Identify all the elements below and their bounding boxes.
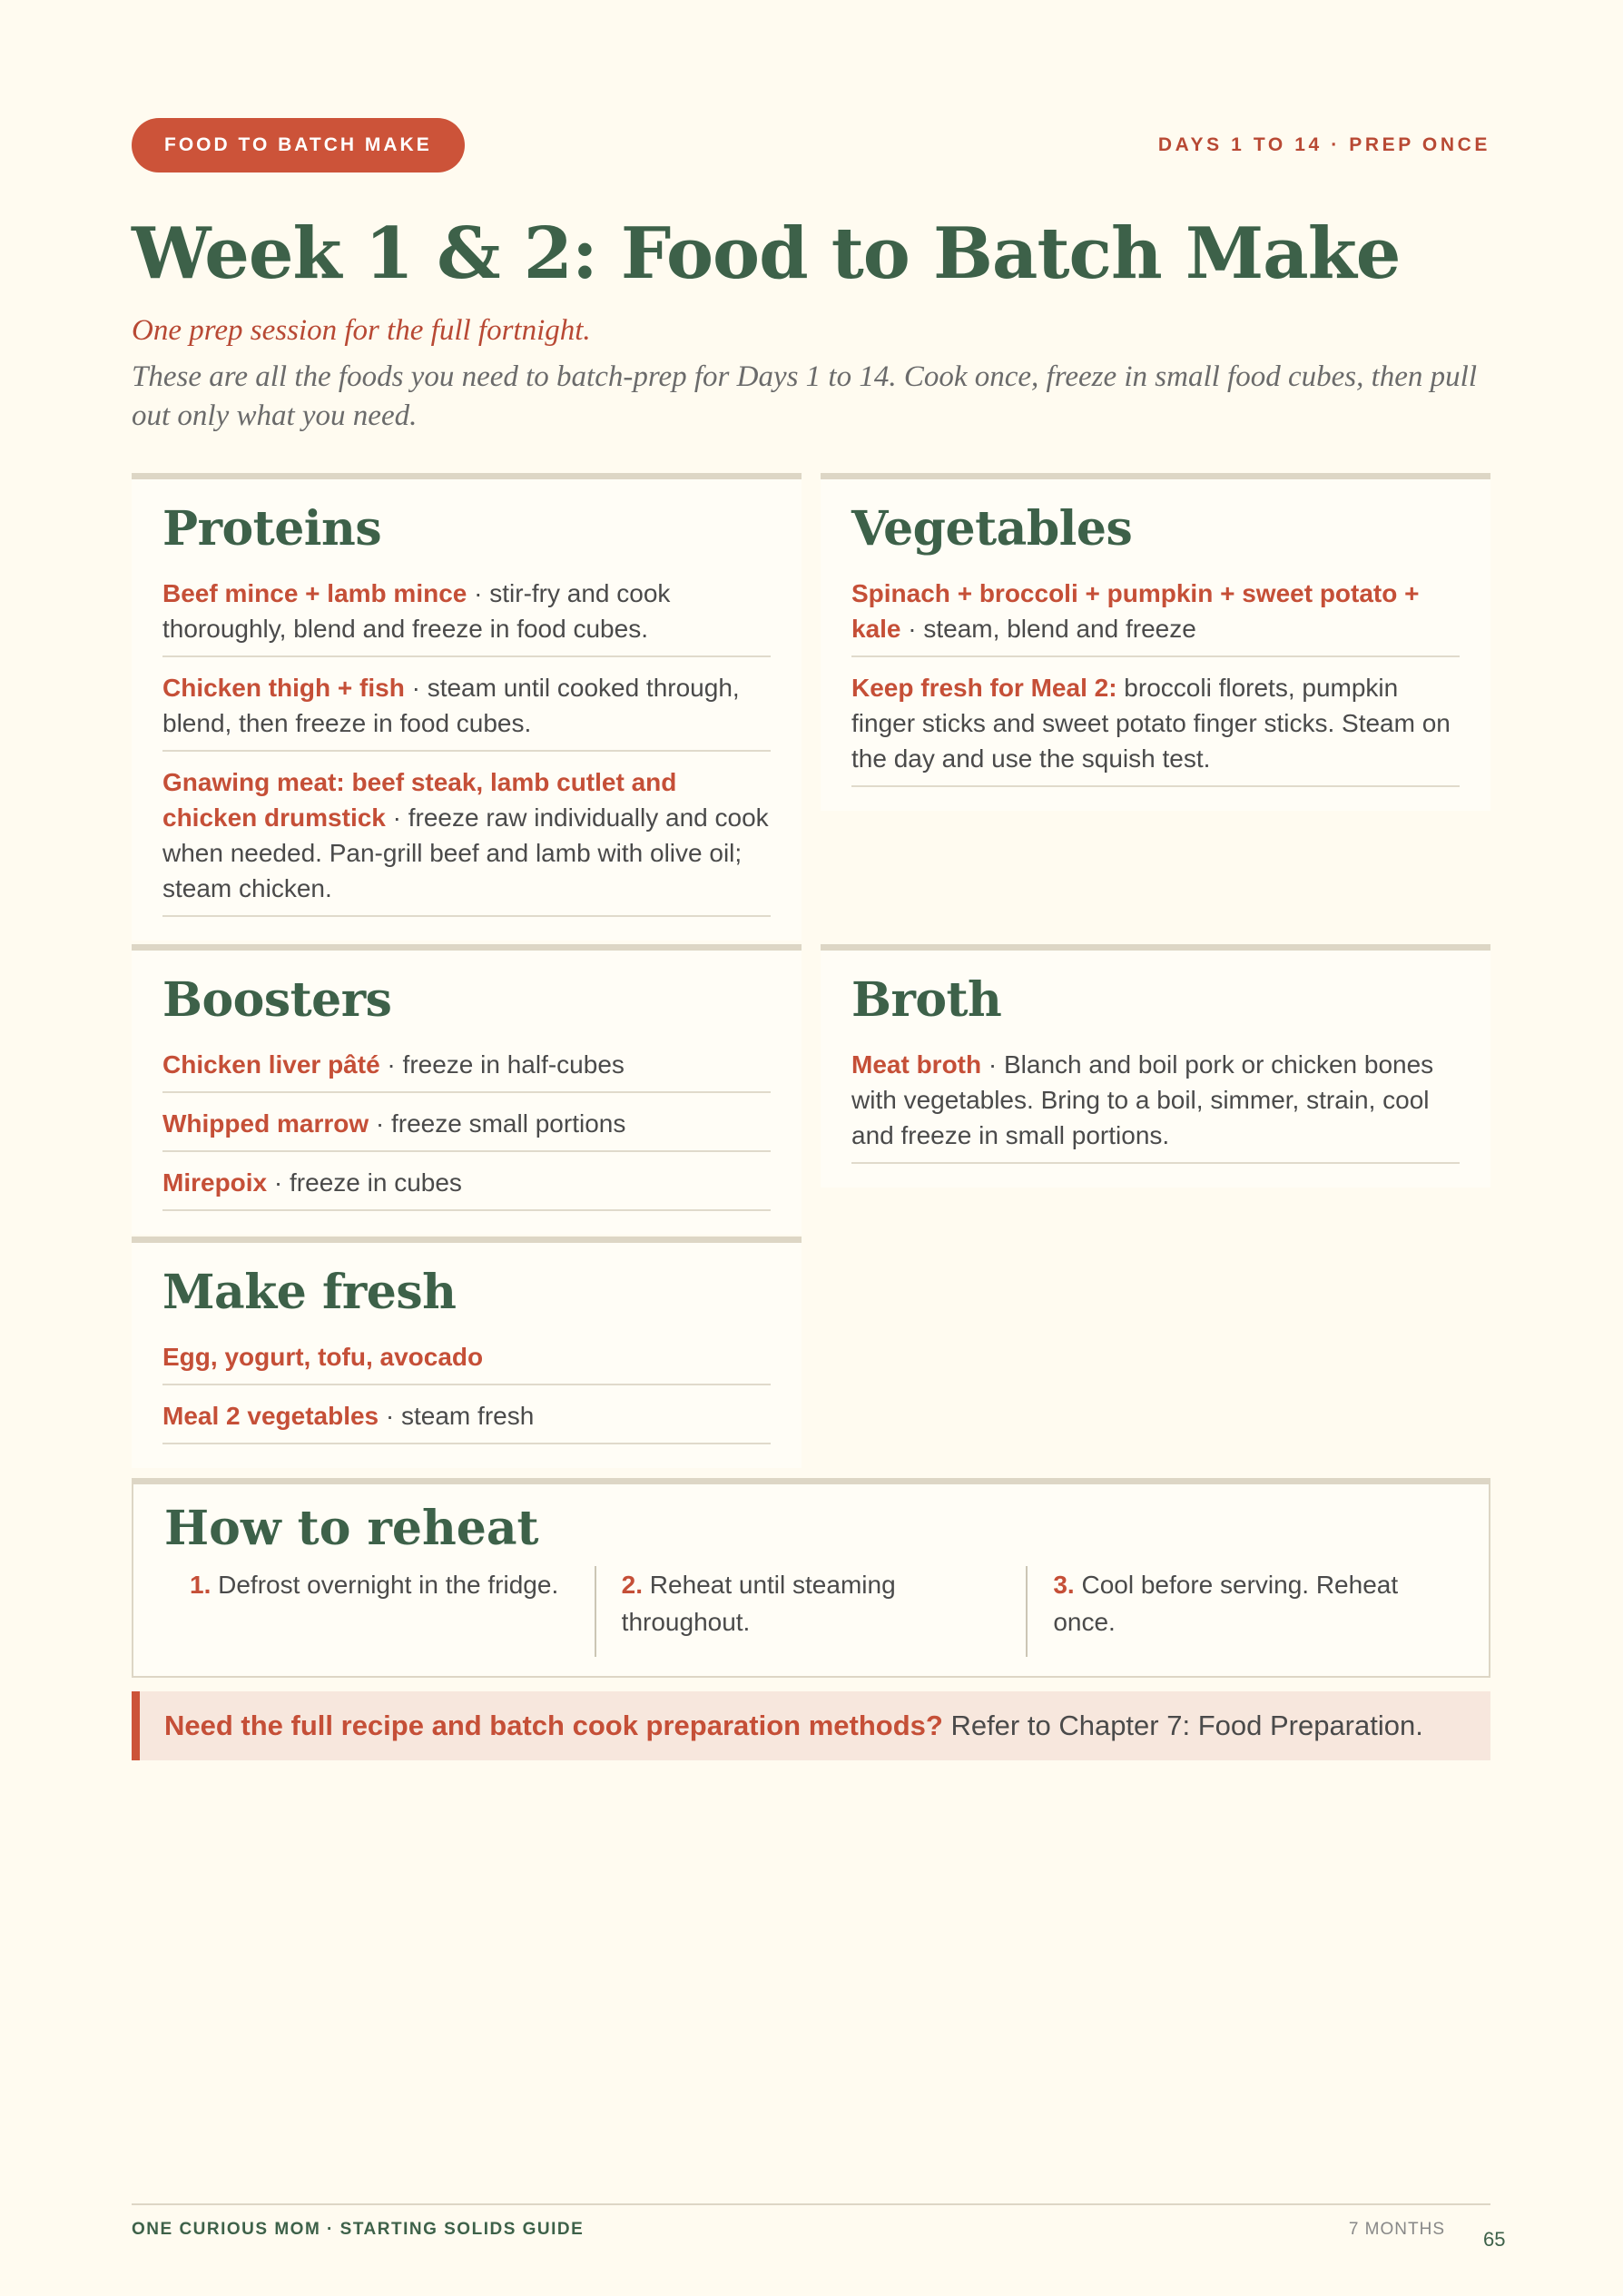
card-vegetables bbox=[821, 473, 1490, 811]
reheat-step: 1. Defrost overnight in the fridge. bbox=[190, 1571, 559, 1599]
card-proteins bbox=[132, 473, 802, 941]
intro-text: These are all the foods you need to batch-prep for Days 1 to 14. Cook once, freeze in small food cubes, then pull out only what you need. bbox=[132, 360, 1478, 432]
page-subtitle: One prep session for the full fortnight. bbox=[132, 314, 591, 347]
page-title: Week 1 & 2: Food to Batch Make bbox=[132, 212, 1401, 295]
footer-brand: ONE CURIOUS MOM · STARTING SOLIDS GUIDE bbox=[132, 2220, 585, 2239]
card-make-fresh bbox=[132, 1237, 802, 1468]
list-item: Egg, yogurt, tofu, avocado bbox=[162, 1339, 771, 1385]
list-item: Mirepoix · freeze in cubes bbox=[162, 1165, 771, 1211]
page-number: 65 bbox=[1483, 2228, 1506, 2251]
list-item: Spinach + broccoli + pumpkin + sweet potato + kale · steam, blend and freeze bbox=[851, 576, 1460, 657]
card-title: Boosters bbox=[162, 972, 392, 1028]
card-title: Proteins bbox=[162, 501, 382, 557]
list-item: Chicken liver pâté · freeze in half-cubes bbox=[162, 1047, 771, 1093]
reheat-box bbox=[132, 1478, 1490, 1678]
section-pill: FOOD TO BATCH MAKE bbox=[132, 118, 465, 172]
footer bbox=[132, 2203, 1490, 2240]
list-item: Beef mince + lamb mince · stir-fry and cook thoroughly, blend and freeze in food cubes. bbox=[162, 576, 771, 657]
card-boosters bbox=[132, 944, 802, 1235]
card-broth bbox=[821, 944, 1490, 1187]
card-title: Make fresh bbox=[162, 1265, 457, 1320]
callout-note: Need the full recipe and batch cook preparation methods? Refer to Chapter 7: Food Preparation. bbox=[132, 1691, 1490, 1760]
list-item: Chicken thigh + fish · steam until cooked through, blend, then freeze in food cubes. bbox=[162, 670, 771, 752]
footer-age: 7 MONTHS bbox=[1348, 2220, 1445, 2239]
page bbox=[132, 118, 1490, 1741]
list-item: Keep fresh for Meal 2: broccoli florets, pumpkin finger sticks and sweet potato finger sticks. Steam on the day and use the squish test. bbox=[851, 670, 1460, 787]
days-label: DAYS 1 TO 14 · PREP ONCE bbox=[1157, 134, 1490, 155]
card-title: Broth bbox=[851, 972, 1002, 1028]
list-item: Meal 2 vegetables · steam fresh bbox=[162, 1398, 771, 1444]
reheat-steps bbox=[164, 1566, 1458, 1657]
list-item: Gnawing meat: beef steak, lamb cutlet and chicken drumstick · freeze raw individually and cook when needed. Pan-grill beef and lamb with olive oil; steam chicken. bbox=[162, 764, 771, 917]
list-item: Meat broth · Blanch and boil pork or chicken bones with vegetables. Bring to a boil, simmer, strain, cool and freeze in small portions. bbox=[851, 1047, 1460, 1164]
list-item: Whipped marrow · freeze small portions bbox=[162, 1106, 771, 1152]
top-bar bbox=[132, 118, 1490, 172]
reheat-step: 2. Reheat until steaming throughout. bbox=[595, 1566, 1027, 1657]
reheat-title: How to reheat bbox=[164, 1501, 539, 1556]
card-title: Vegetables bbox=[851, 501, 1133, 557]
reheat-step: 3. Cool before serving. Reheat once. bbox=[1026, 1566, 1458, 1657]
